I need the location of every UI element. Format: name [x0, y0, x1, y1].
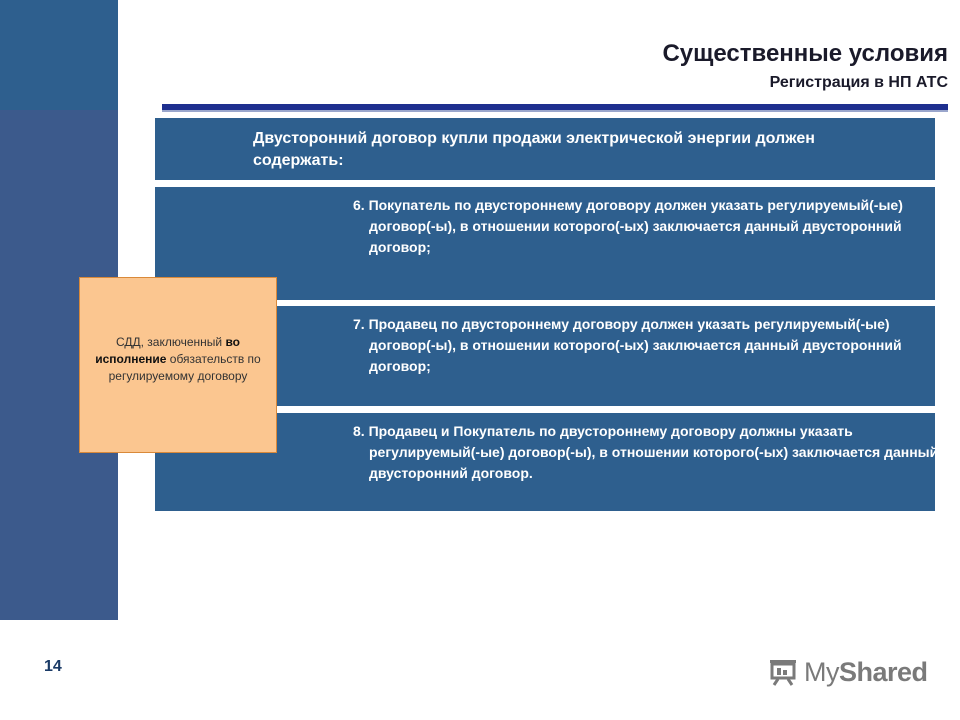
note-part-2: обязательств по регулируемому договору: [108, 352, 261, 383]
sdd-note-text: [88, 334, 268, 385]
logo-wordmark: [804, 657, 928, 688]
header-box: [155, 118, 935, 180]
condition-item-text: 8. Продавец и Покупатель по двустороннему договору должны указать регулируемый(-ые) договор(-ы), в отношении которого(-ых) заключается данный двусторонний договор.: [353, 423, 939, 481]
slide-title: Существенные условия: [662, 40, 948, 67]
slide-subtitle: Регистрация в НП АТС: [769, 74, 948, 91]
logo-shared: Shared: [839, 656, 928, 687]
sidebar-top-block: [0, 0, 118, 110]
header-text: Двусторонний договор купли продажи электрической энергии должен содержать:: [253, 130, 815, 169]
presentation-board-icon: [768, 658, 798, 686]
page-number: 14: [44, 658, 62, 675]
condition-item-text: 6. Покупатель по двустороннему договору должен указать регулируемый(-ые) договор(-ы), в отношении которого(-ых) заключается данный двусторонний договор;: [353, 197, 903, 255]
sdd-note-box: [79, 277, 277, 453]
note-part-1: СДД, заключенный: [115, 335, 226, 349]
title-rule-shadow: [162, 110, 948, 112]
logo-my: My: [804, 656, 839, 687]
condition-item-text: 7. Продавец по двустороннему договору должен указать регулируемый(-ые) договор(-ы), в отношении которого(-ых) заключается данный двусторонний договор;: [353, 316, 902, 374]
note-bold-phrase: во исполнение: [95, 335, 241, 366]
myshared-logo: [768, 656, 928, 688]
